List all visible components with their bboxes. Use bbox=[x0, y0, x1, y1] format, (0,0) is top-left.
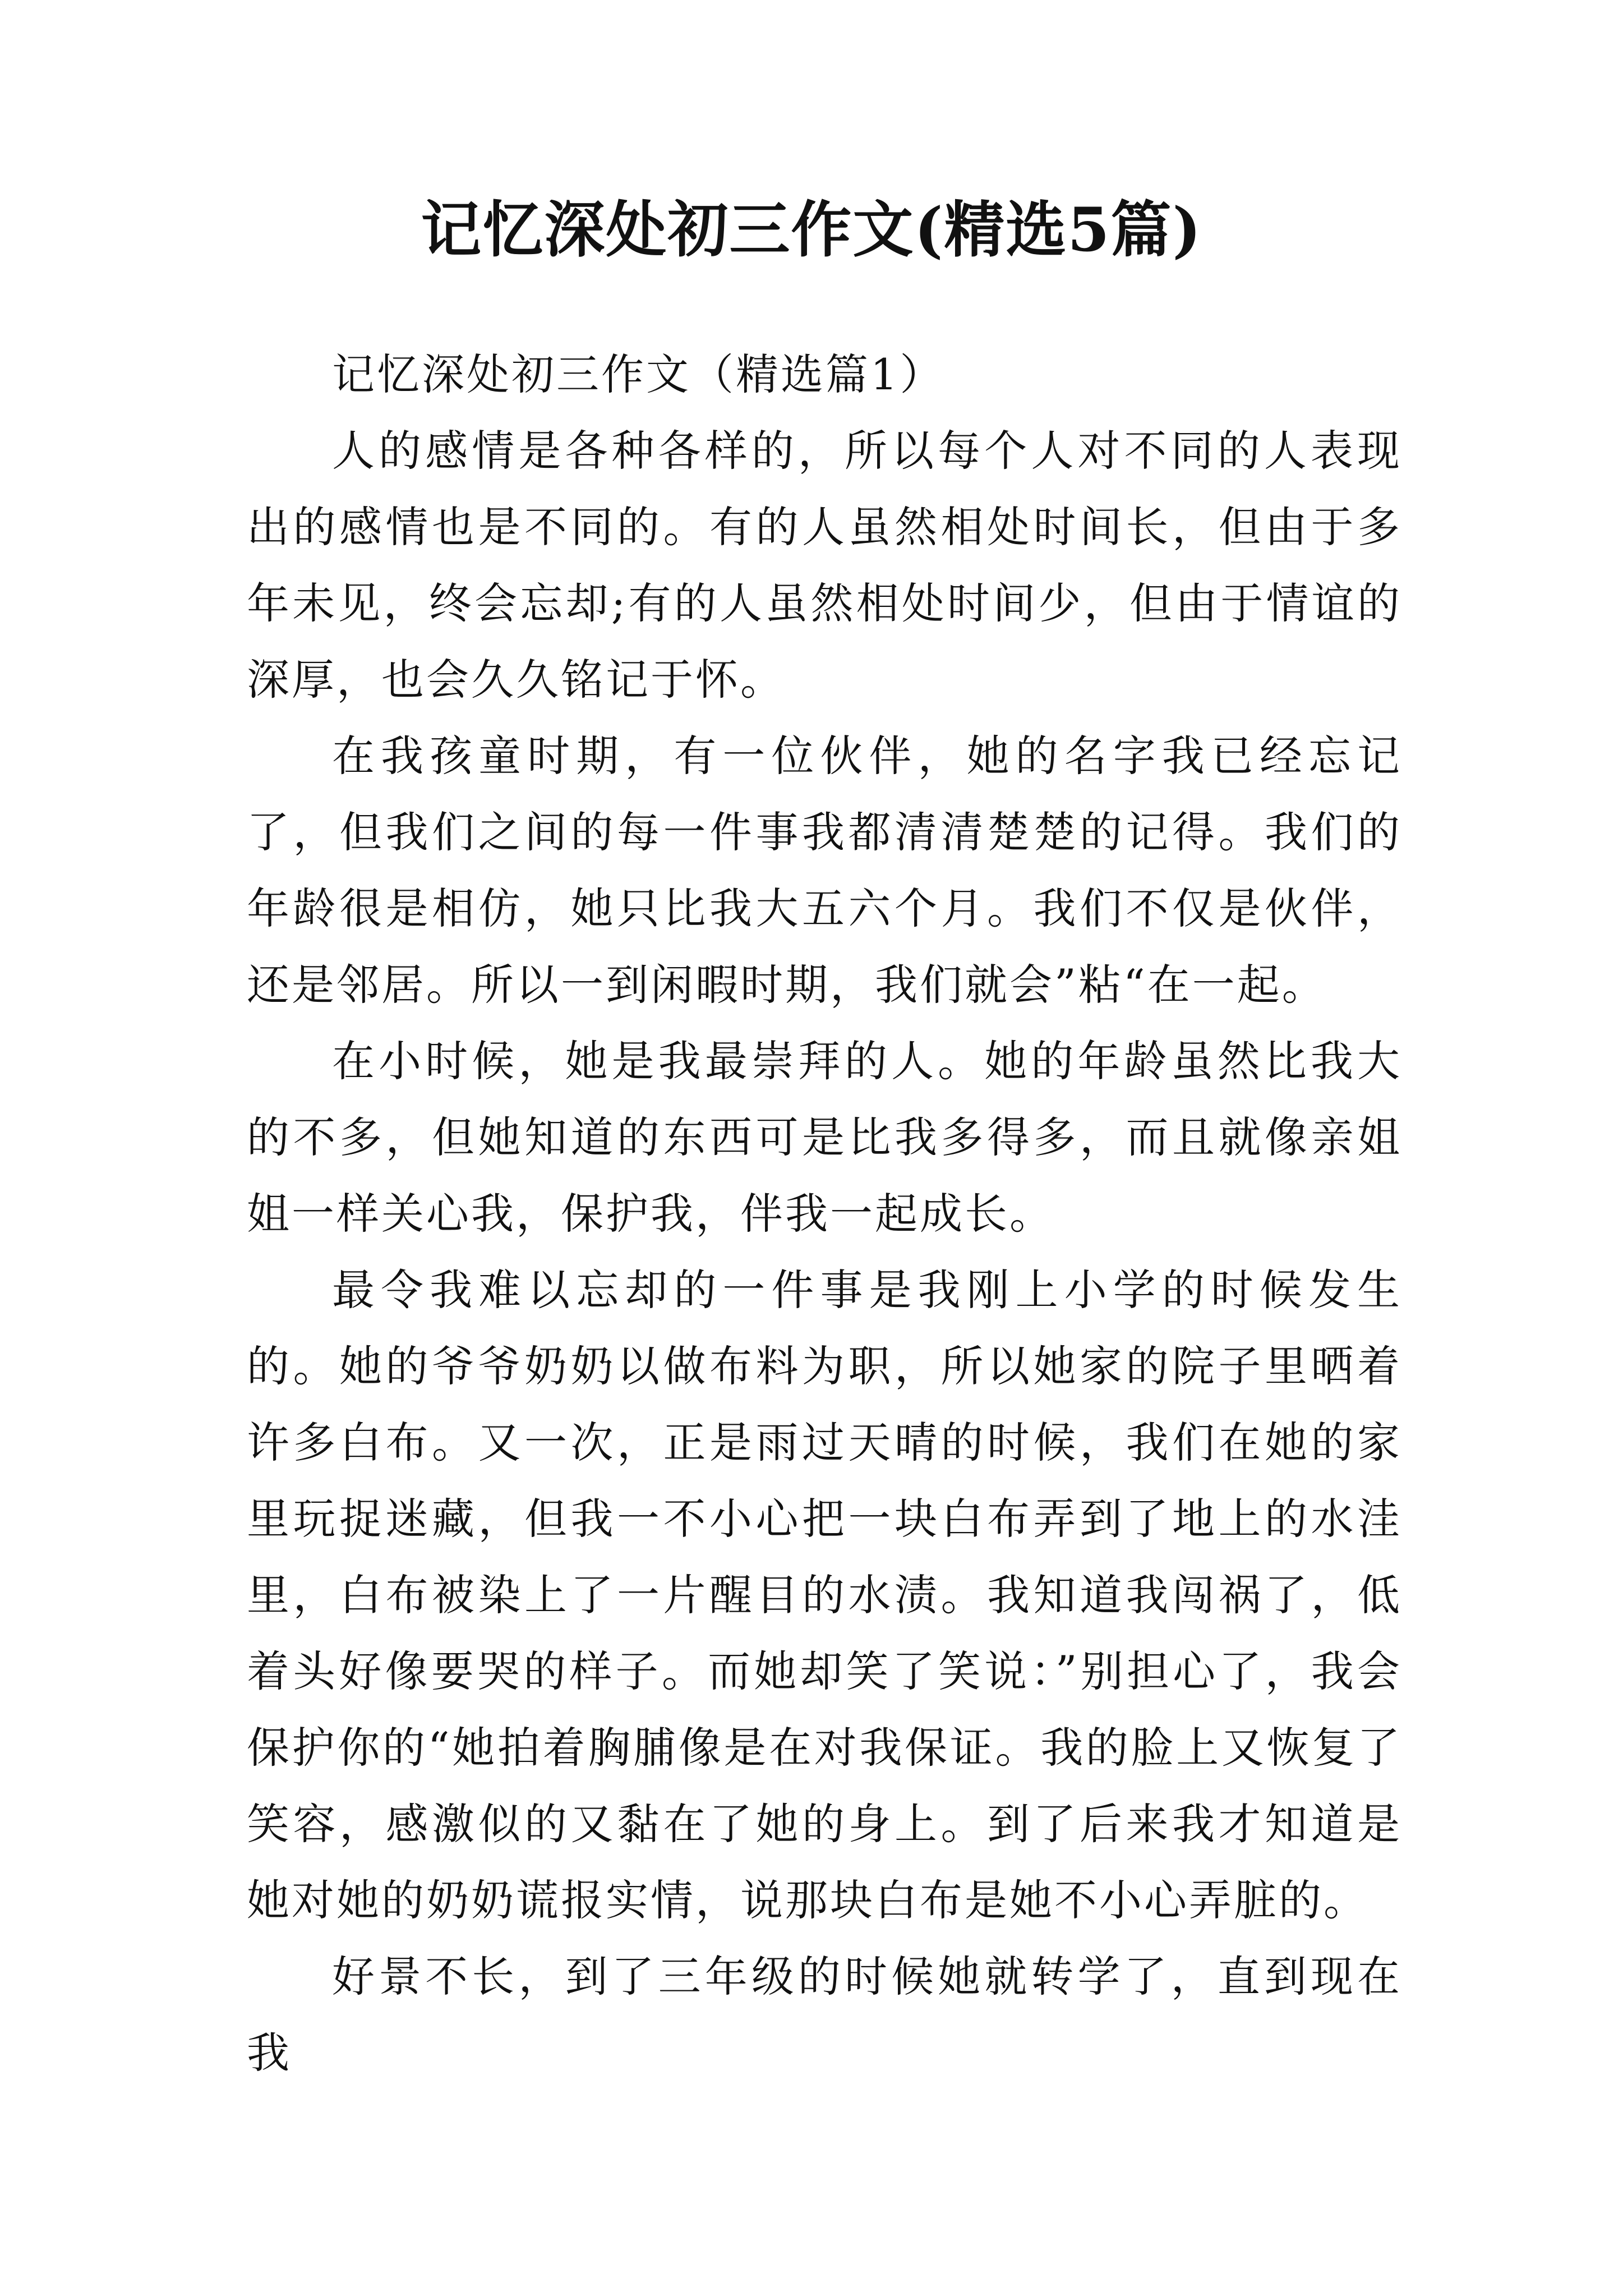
paragraph: 在我孩童时期，有一位伙伴，她的名字我已经忘记了，但我们之间的每一件事我都清清楚楚的记得。我们的年龄很是相仿，她只比我大五六个月。我们不仅是伙伴，还是邻居。所以一到闲暇时期，我们就会”粘“在一起。 bbox=[247, 731, 1402, 1010]
paragraph: 好景不长，到了三年级的时候她就转学了，直到现在我 bbox=[247, 1952, 1402, 2078]
paragraph: 最令我难以忘却的一件事是我刚上小学的时候发生的。她的爷爷奶奶以做布料为职，所以她家的院子里晒着许多白布。又一次，正是雨过天晴的时候，我们在她的家里玩捉迷藏，但我一不小心把一块白布弄到了地上的水洼里，白布被染上了一片醒目的水渍。我知道我闯祸了，低着头好像要哭的样子。而她却笑了笑说：”别担心了，我会保护你的“她拍着胸脯像是在对我保证。我的脸上又恢复了笑容，感激似的又黏在了她的身上。到了后来我才知道是她对她的奶奶谎报实情，说那块白布是她不小心弄脏的。 bbox=[247, 1265, 1402, 1925]
paragraph: 人的感情是各种各样的，所以每个人对不同的人表现出的感情也是不同的。有的人虽然相处时间长，但由于多年未见，终会忘却;有的人虽然相处时间少，但由于情谊的深厚，也会久久铭记于怀。 bbox=[247, 426, 1402, 705]
document-title: 记忆深处初三作文(精选5篇) bbox=[421, 195, 1202, 265]
section-heading: 记忆深处初三作文（精选篇1） bbox=[332, 349, 945, 399]
document-body bbox=[247, 337, 1402, 2091]
paragraph: 在小时候，她是我最崇拜的人。她的年龄虽然比我大的不多，但她知道的东西可是比我多得多，而且就像亲姐姐一样关心我，保护我，伴我一起成长。 bbox=[247, 1036, 1402, 1239]
